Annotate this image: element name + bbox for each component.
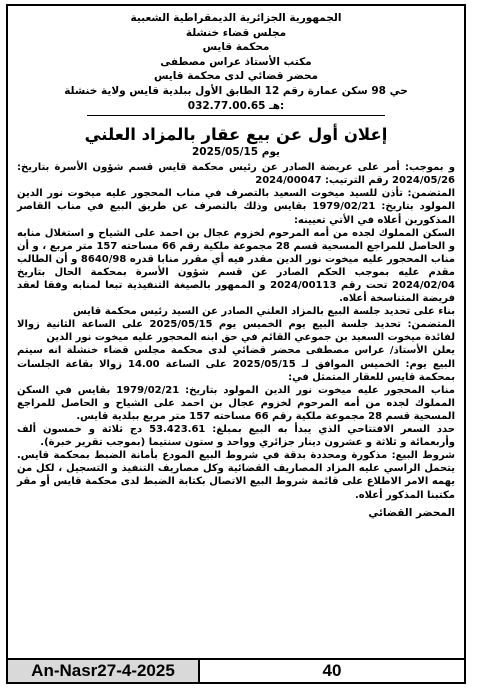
bailiff-title: محضر قضائي لدى محكمة قايس [153, 70, 319, 83]
paragraph-price: حدد السعر الافتتاحي الذي يبدأ به البيع بمبلغ: 53.423.61 دج ثلاثة و خمسون ألف وأربعمائة و ثلاثة و عشرون دينار جزائري وواحد و ستون سنتيما (بموجب تقرير خبرة). [17, 424, 455, 449]
newspaper-footer [6, 660, 466, 684]
paragraph-share: مناب المحجور عليه ميخوت نور الدين المولود بتاريخ: 1979/02/21 بقايس في السكن المملوك لجده من أمه المرحوم لخزوم عجال بن احمد على الشياح و الحاصل للمراجع المسحية قسم 28 مجموعة ملكية رقم 66 مساحته 157 متر مربع ببلدية قايس. [17, 384, 455, 422]
office-phone: 032.77.00.65 هـ: [187, 99, 285, 112]
announcement-title: إعلان أول عن بيع عقار بالمزاد العلني [84, 125, 388, 145]
announcement-date: يوم 2025/05/15 [191, 146, 280, 159]
paragraph-order: و بموجب: أمر على عريضة الصادر عن رئيس محكمة قايس قسم شؤون الأسرة بتاريخ: 2024/05/26 رقم الترتيب: 2024/00047 [17, 162, 455, 187]
paragraph-conditions: شروط البيع: مذكورة ومحددة بدقة في شروط البيع المودع بأمانة الضبط بمحكمة قايس. يتحمل الراسي عليه المزاد المصاريف القضائية وكل مصاريف التنفيذ و التسجيل ، لكل من يهمه الامر الاطلاع على قائمة شروط البيع الاتصال بكتابة الضبط لدى محكمة قايس أو مقر مكتبنا المذكور أعلاه. [17, 450, 455, 501]
republic-name: الجمهورية الجزائرية الديمقراطية الشعبية [130, 12, 342, 24]
announcement-frame [6, 4, 466, 660]
signature: المحضر القضائي [368, 506, 455, 519]
paragraph-basis: بناء على تحديد جلسة البيع بالمزاد العلني الصادر عن السيد رئيس محكمة قايس [73, 306, 455, 318]
letterhead [17, 11, 455, 113]
office-name: مكتب الأستاذ عراس مصطفى [160, 55, 312, 68]
publication-name: An-Nasr27-4-2025 [8, 660, 200, 682]
court-name: محكمة قايس [202, 41, 270, 54]
office-address: حي 98 سكن عمارة رقم 12 الطابق الأول ببلدية قايس ولاية خنشلة [64, 84, 408, 97]
header-divider [87, 115, 385, 116]
paragraph-property: السكن المملوك لجده من أمه المرحوم لخزوم عجال بن احمد على الشياح و استغلال منابه و الحاصل للمراجع المسحية قسم 28 مجموعة ملكية رقم 66 مساحته 157 متر مربع ، و أن مناب المحجور عليه ميخوت نور الدين مقدر فيه أي مقرر منابا قدره 8640/98 و أن الطالب مقدم عليه بموجب الحكم الصادر عن قسم شؤون الأسرة بمحكمة الحال بتاريخ 2024/02/04 تحت رقم 2024/00113 و الممهور بالصيغة التنفيذية تبعا لمنابه وفقا لعقد فريضة المتناسخة أعلاه. [17, 227, 456, 305]
paragraph-authorization: المتضمن: تأذن للسيد ميخوت السعيد بالتصرف في مناب المحجور عليه ميخوت نور الدين المولود بتاريخ: 1979/02/21 بقايس وذلك بالتصرف عن طريق البيع في مناب القاصر المذكورين أعلاه في الأتي تعيينه: [17, 188, 455, 226]
page-number: 40 [322, 661, 342, 680]
paragraph-session: المتضمن: تحديد جلسة البيع يوم الخميس يوم 2025/05/15 على الساعة الثانية زوالا لفائدة ميخوت السعيد بن جموعي القائم في حق ابنه المحجور عليه ميخوت نور الدين [17, 319, 456, 344]
paragraph-announce: يعلن الأستاذ/ عراس مصطفى محضر قضائي لدى محكمة مجلس قضاء خنشلة انه سيتم البيع يوم: الخميس الموافق لـ 2025/05/15 على الساعة 14.00 زوالا بقاعة الجلسات بمحكمة قايس للعقار المتمثل في: [17, 345, 455, 383]
announcement-body [17, 161, 455, 501]
court-council: مجلس قضاء خنشلة [185, 26, 287, 39]
